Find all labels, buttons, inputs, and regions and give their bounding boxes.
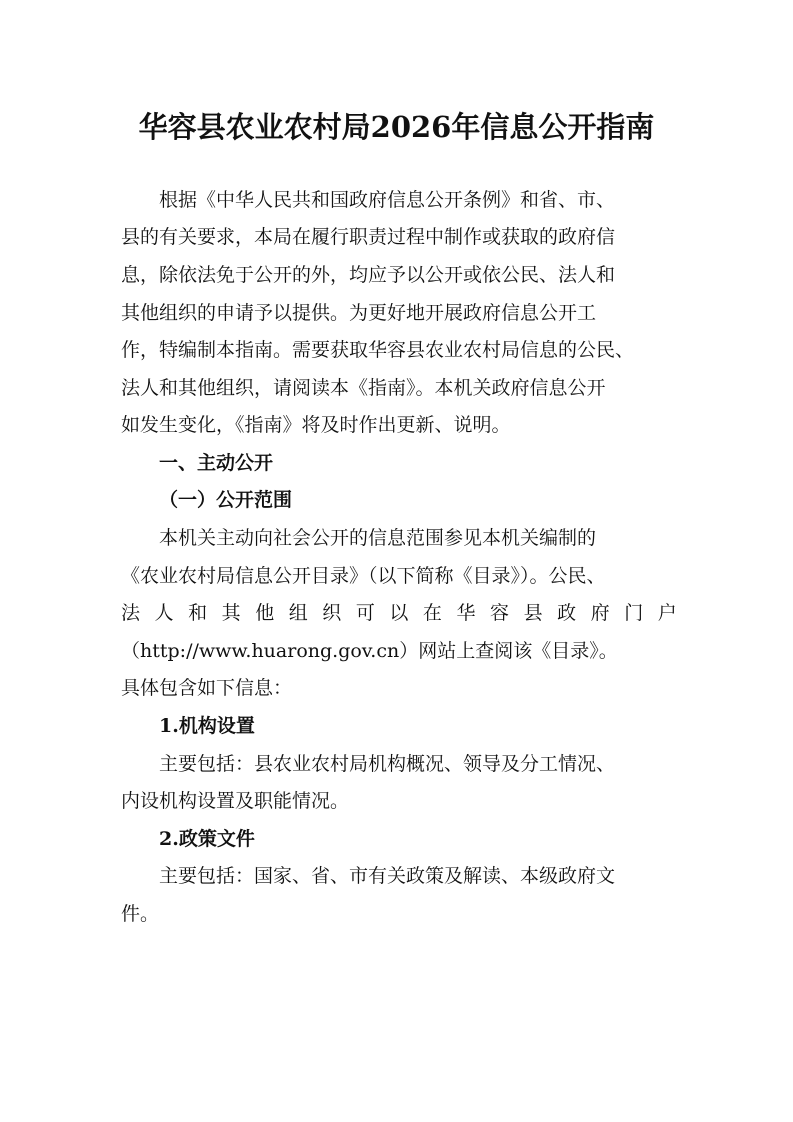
- spread-char: 容: [490, 602, 510, 624]
- scope-line: 具体包含如下信息：: [121, 677, 293, 699]
- intro-line: 如发生变化，《指南》将及时作出更新、说明。: [121, 414, 511, 436]
- scope-line: 本机关主动向社会公开的信息范围参见本机关编制的: [159, 527, 597, 549]
- spread-char: 县: [523, 602, 543, 624]
- subsection-heading: （一）公开范围: [159, 489, 293, 511]
- section-heading: 一、主动公开: [159, 452, 274, 474]
- scope-line-spread: [121, 594, 677, 632]
- spread-char: 户: [657, 602, 677, 624]
- spread-char: 华: [456, 602, 476, 624]
- intro-line: 作，特编制本指南。需要获取华容县农业农村局信息的公民、: [121, 339, 635, 361]
- spread-char: 组: [288, 602, 308, 624]
- item-line: 主要包括：国家、省、市有关政策及解读、本级政府文: [159, 865, 616, 887]
- intro-line: [121, 218, 677, 256]
- intro-line: 法人和其他组织，请阅读本《指南》。本机关政府信息公开: [121, 377, 606, 399]
- spread-char: 法: [121, 602, 141, 624]
- item-line: 主要包括：县农业农村局机构概况、领导及分工情况、: [159, 753, 616, 775]
- spread-char: 府: [590, 602, 610, 624]
- scope-line: 《农业农村局信息公开目录》（以下简称《目录》）。公民、: [121, 565, 606, 587]
- intro-line: 息，除依法免于公开的外，均应予以公开或依公民、法人和: [121, 264, 616, 286]
- spread-char: 他: [255, 602, 275, 624]
- intro-line-text: 县的有关要求，本局在履行职责过程中制作或获取的政府信: [121, 226, 616, 248]
- intro-line: 根据《中华人民共和国政府信息公开条例》和省、市、: [159, 189, 616, 211]
- spread-char: 门: [624, 602, 644, 624]
- spread-char: 以: [389, 602, 409, 624]
- spread-char: 织: [322, 602, 342, 624]
- spread-char: 人: [154, 602, 174, 624]
- scope-line: （http://www.huarong.gov.cn）网站上查阅该《目录》。: [121, 640, 618, 662]
- item-heading: 2.政策文件: [159, 828, 255, 850]
- document-title: 华容县农业农村局2026年信息公开指南: [138, 110, 655, 144]
- spread-char: 政: [557, 602, 577, 624]
- spread-char: 其: [221, 602, 241, 624]
- intro-line: 其他组织的申请予以提供。为更好地开展政府信息公开工: [121, 302, 597, 324]
- spread-char: 可: [355, 602, 375, 624]
- item-line: 内设机构设置及职能情况。: [121, 790, 350, 812]
- spread-char: 在: [422, 602, 442, 624]
- item-line: 件。: [121, 903, 160, 925]
- spread-char: 和: [188, 602, 208, 624]
- item-heading: 1.机构设置: [159, 715, 255, 737]
